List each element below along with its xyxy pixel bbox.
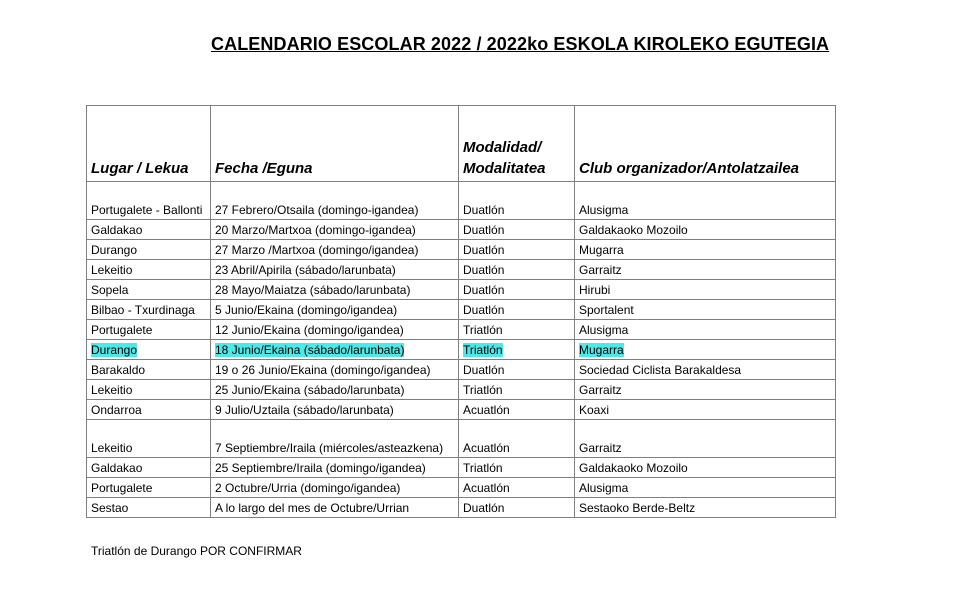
cell-club [575,240,836,260]
cell-text: Barakaldo [91,363,146,377]
cell-text: Mugarra [579,343,624,357]
cell-lugar [87,420,211,458]
table-row [87,360,836,380]
cell-text: Duatlón [463,223,505,237]
cell-club [575,360,836,380]
cell-club [575,182,836,220]
page-title: CALENDARIO ESCOLAR 2022 / 2022ko ESKOLA KIROLEKO EGUTEGIA [211,34,830,54]
table-row [87,260,836,280]
cell-modalidad [459,182,575,220]
cell-lugar [87,380,211,400]
cell-text: Acuatlón [463,441,510,455]
cell-text: Sestao [91,501,129,515]
cell-modalidad [459,498,575,518]
cell-text: Duatlón [463,263,505,277]
cell-fecha [211,458,459,478]
cell-text: 9 Julio/Uztaila (sábado/larunbata) [215,403,394,417]
cell-text: Duatlón [463,501,505,515]
cell-modalidad [459,458,575,478]
cell-lugar [87,220,211,240]
cell-club [575,380,836,400]
table-row [87,280,836,300]
cell-text: Koaxi [579,403,610,417]
cell-text: Durango [91,243,138,257]
footnote: Triatlón de Durango POR CONFIRMAR [91,544,302,558]
cell-lugar [87,280,211,300]
cell-lugar [87,340,211,360]
cell-fecha [211,380,459,400]
cell-text: 7 Septiembre/Iraila (miércoles/asteazkena) [215,441,444,455]
cell-club [575,458,836,478]
cell-fecha [211,400,459,420]
cell-fecha [211,280,459,300]
cell-modalidad [459,380,575,400]
cell-fecha [211,260,459,280]
cell-text: Sociedad Ciclista Barakaldesa [579,363,742,377]
cell-modalidad [459,340,575,360]
cell-modalidad [459,300,575,320]
cell-text: 18 Junio/Ekaina (sábado/larunbata) [215,343,405,357]
cell-modalidad [459,220,575,240]
cell-lugar [87,320,211,340]
cell-text: Hirubi [579,283,611,297]
cell-club [575,420,836,458]
cell-text: Sestaoko Berde-Beltz [579,501,696,515]
table-row [87,420,836,458]
cell-text: Galdakao [91,223,143,237]
cell-text: 2 Octubre/Urria (domingo/igandea) [215,481,401,495]
cell-text: Lekeitio [91,383,133,397]
cell-text: 27 Febrero/Otsaila (domingo-igandea) [215,203,419,217]
cell-club [575,280,836,300]
cell-modalidad [459,280,575,300]
calendar-table [86,105,836,518]
header-modalidad [459,106,575,182]
cell-text: 12 Junio/Ekaina (domingo/igandea) [215,323,404,337]
cell-modalidad [459,360,575,380]
cell-lugar [87,240,211,260]
cell-fecha [211,182,459,220]
table-row [87,320,836,340]
cell-lugar [87,478,211,498]
cell-text: Alusigma [579,203,629,217]
cell-text: 28 Mayo/Maiatza (sábado/larunbata) [215,283,411,297]
table-row [87,478,836,498]
cell-text: Sportalent [579,303,634,317]
cell-text: Triatlón [463,461,503,475]
cell-text: Galdakao [91,461,143,475]
cell-text: Triatlón [463,323,503,337]
cell-text: Duatlón [463,203,505,217]
header-modalidad-line-1: Modalidad/ [463,139,542,156]
table-row [87,498,836,518]
cell-text: 27 Marzo /Martxoa (domingo/igandea) [215,243,419,257]
cell-text: Duatlón [463,303,505,317]
cell-text: 25 Septiembre/Iraila (domingo/igandea) [215,461,426,475]
cell-fecha [211,220,459,240]
cell-text: Galdakaoko Mozoilo [579,461,688,475]
cell-club [575,498,836,518]
cell-club [575,220,836,240]
table-row [87,220,836,240]
cell-text: Triatlón [463,343,503,357]
cell-text: Duatlón [463,243,505,257]
header-club: Club organizador/Antolatzailea [575,106,836,182]
cell-club [575,260,836,280]
cell-text: Mugarra [579,243,624,257]
cell-modalidad [459,320,575,340]
cell-lugar [87,300,211,320]
cell-lugar [87,182,211,220]
cell-text: Portugalete [91,481,153,495]
table-row [87,340,836,360]
cell-text: Portugalete - Ballonti [91,203,203,217]
table-row [87,458,836,478]
cell-modalidad [459,400,575,420]
cell-text: 5 Junio/Ekaina (domingo/igandea) [215,303,398,317]
table-row [87,380,836,400]
cell-lugar [87,360,211,380]
cell-fecha [211,320,459,340]
cell-text: 20 Marzo/Martxoa (domingo-igandea) [215,223,416,237]
cell-lugar [87,498,211,518]
cell-modalidad [459,260,575,280]
cell-text: Triatlón [463,383,503,397]
cell-modalidad [459,478,575,498]
header-lugar: Lugar / Lekua [87,106,211,182]
cell-text: Lekeitio [91,441,133,455]
cell-text: A lo largo del mes de Octubre/Urrian [215,501,410,515]
table-row [87,300,836,320]
cell-text: 23 Abril/Apirila (sábado/larunbata) [215,263,396,277]
cell-lugar [87,400,211,420]
cell-lugar [87,458,211,478]
table-row [87,400,836,420]
cell-text: Alusigma [579,481,629,495]
cell-club [575,320,836,340]
cell-fecha [211,340,459,360]
cell-modalidad [459,420,575,458]
table-row [87,240,836,260]
cell-text: Alusigma [579,323,629,337]
cell-text: Galdakaoko Mozoilo [579,223,688,237]
cell-lugar [87,260,211,280]
cell-text: Garraitz [579,383,622,397]
table-row [87,182,836,220]
cell-modalidad [459,240,575,260]
cell-club [575,340,836,360]
cell-text: Ondarroa [91,403,142,417]
cell-text: Sopela [91,283,129,297]
cell-text: Durango [91,343,138,357]
cell-fecha [211,300,459,320]
cell-text: 19 o 26 Junio/Ekaina (domingo/igandea) [215,363,431,377]
cell-text: Duatlón [463,363,505,377]
cell-text: Garraitz [579,263,622,277]
cell-text: Acuatlón [463,403,510,417]
cell-club [575,300,836,320]
header-fecha: Fecha /Eguna [211,106,459,182]
cell-text: Portugalete [91,323,153,337]
cell-fecha [211,498,459,518]
cell-club [575,478,836,498]
cell-fecha [211,478,459,498]
cell-club [575,400,836,420]
header-modalidad-line-2: Modalitatea [463,160,546,177]
cell-fecha [211,240,459,260]
cell-text: Duatlón [463,283,505,297]
cell-fecha [211,360,459,380]
cell-text: Acuatlón [463,481,510,495]
table-header-row [87,106,836,182]
cell-fecha [211,420,459,458]
cell-text: Garraitz [579,441,622,455]
cell-text: Bilbao - Txurdinaga [91,303,195,317]
cell-text: 25 Junio/Ekaina (sábado/larunbata) [215,383,405,397]
cell-text: Lekeitio [91,263,133,277]
